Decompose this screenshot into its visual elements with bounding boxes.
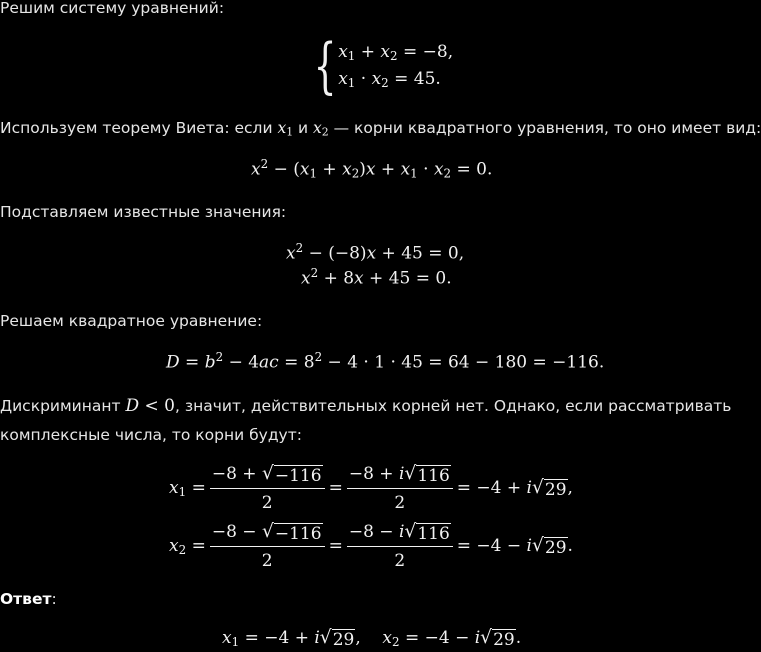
fraction: −8 + √ −116 2 <box>210 463 325 513</box>
fraction: −8 − i √ 116 2 <box>347 521 453 571</box>
inline-d-less-zero: D < 0 <box>125 396 175 416</box>
root-x1: $x_1$ = −8 + √ −116 2 = −8 + i √ 116 2 = −4 + i √ 29 , <box>169 463 573 513</box>
discriminant-text-2: комплексные числа, то корни будут: <box>0 426 302 444</box>
answer-label: Ответ: <box>0 590 57 608</box>
inline-x2: $x_2$ <box>313 119 329 139</box>
system-eq-2: $x_1 \cdot x_2 = 45$. <box>338 69 441 90</box>
substitute-text: Подставляем известные значения: <box>0 203 287 221</box>
fraction: −8 − √ −116 2 <box>210 521 325 571</box>
fraction: −8 + i √ 116 2 <box>347 463 453 513</box>
root-x2: $x_2$ = −8 − √ −116 2 = −8 − i √ 116 2 = −4 − i √ 29 . <box>169 521 573 571</box>
brace-symbol: { <box>313 31 337 101</box>
intro-text: Решим систему уравнений: <box>0 0 225 17</box>
subst-line-2: $x^2 + 8x + 45 = 0$. <box>301 266 452 289</box>
system-eq-1: $x_1 + x_2 = -8$, <box>338 42 454 63</box>
discriminant-equation: $D = b^2 - 4ac = 8^2 - 4 \cdot 1 \cdot 45 = 64 - 180 = -116$. <box>166 350 605 373</box>
subst-line-1: $x^2 - (-8)x + 45 = 0$, <box>286 241 465 264</box>
inline-x1: $x_1$ <box>277 119 294 139</box>
equation-system <box>306 31 454 101</box>
answer-equation: $x_1 = -4 + i$ √ 29 , $x_2 = -4 - i$ √ 29 . <box>222 627 522 650</box>
solve-text: Решаем квадратное уравнение: <box>0 312 263 330</box>
vieta-text: Используем теорему Виета: если $x_1$ и $x_2$ — корни квадратного уравнения, то оно имеет вид: <box>0 119 761 139</box>
vieta-equation: $x^2 - (x_1 + x_2)x + x_1 \cdot x_2 = 0$. <box>251 157 493 181</box>
discriminant-text-1: Дискриминант D < 0, значит, действительных корней нет. Однако, если рассматривать <box>0 396 732 416</box>
